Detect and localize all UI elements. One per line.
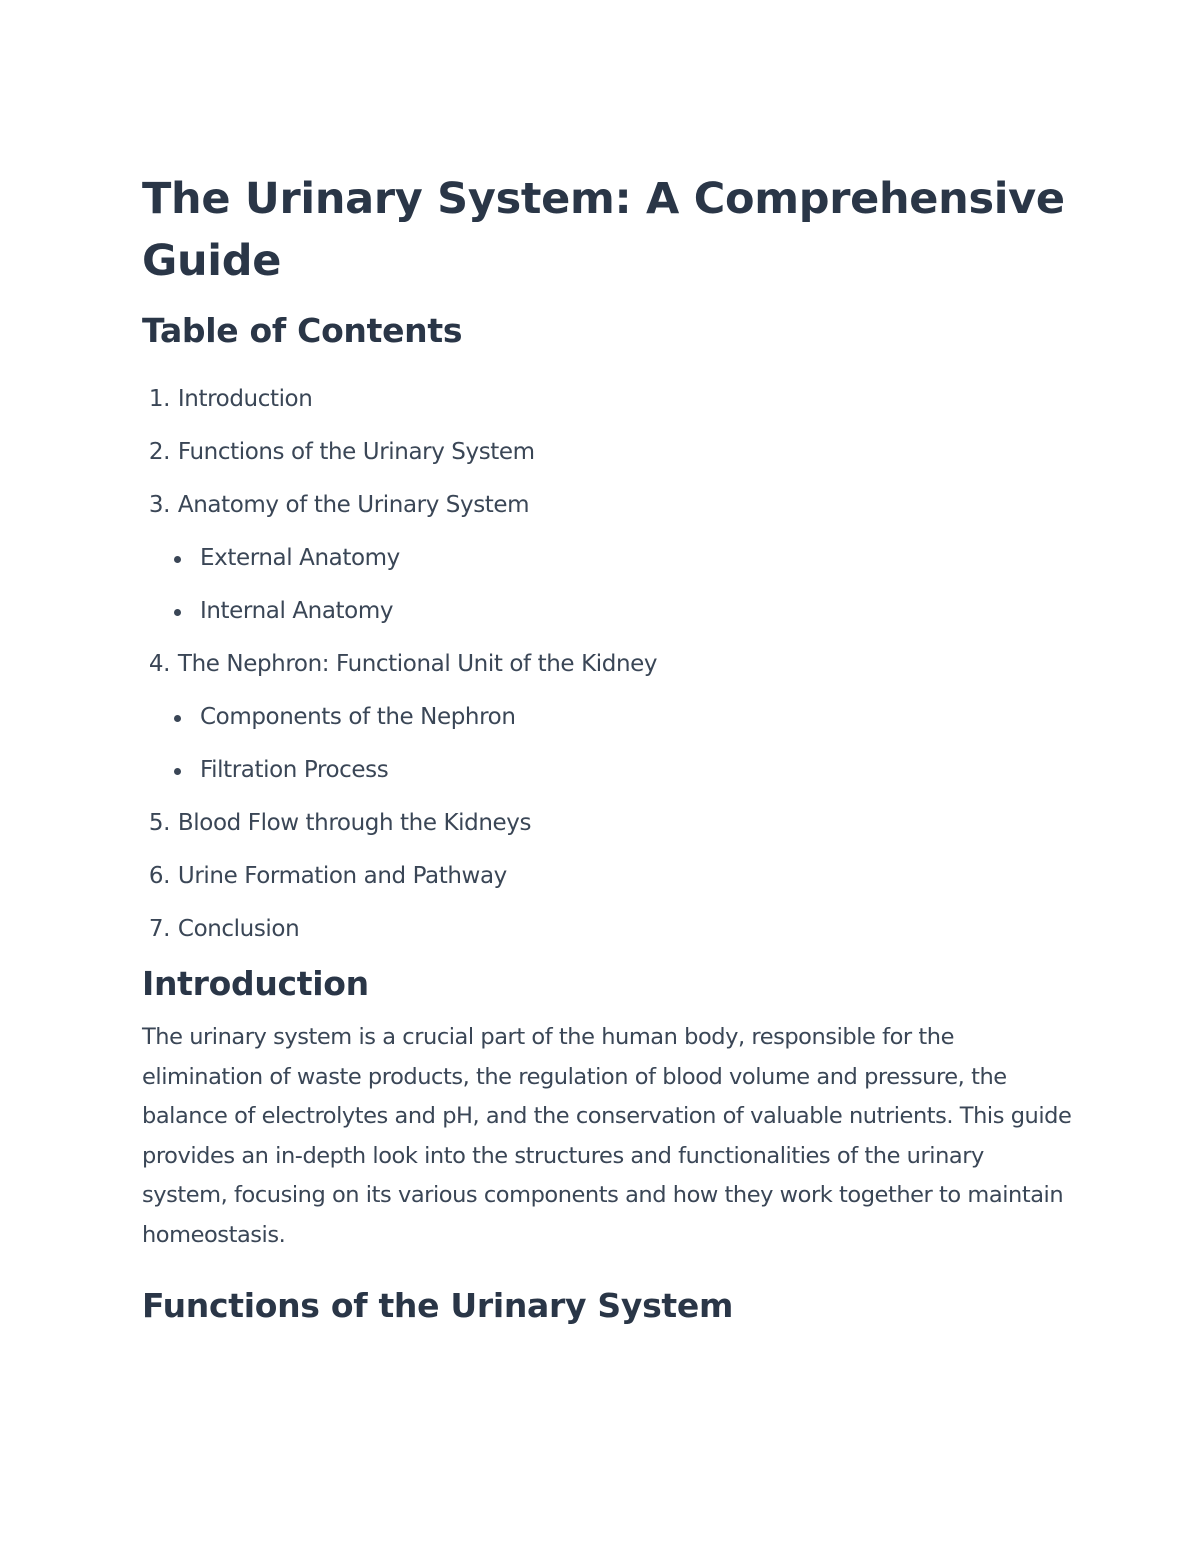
toc-item-label: Blood Flow through the Kidneys <box>177 810 532 836</box>
bullet-icon <box>174 556 181 563</box>
toc-item-number: 5. <box>148 810 170 836</box>
introduction-paragraph: The urinary system is a crucial part of the human body, responsible for the elimination of waste products, the regulation of blood volume and pressure, the balance of electrolytes and pH, and the conservation of valuable nutrients. This guide provides an in-depth look into the structures and functionalities of the urinary system, focusing on its various components and how they work together to maintain homeostasis. <box>142 1024 1072 1248</box>
introduction-heading: Introduction <box>142 964 369 1003</box>
toc-item <box>142 479 1072 638</box>
toc-subitem-label: Filtration Process <box>200 757 389 783</box>
toc-heading: Table of Contents <box>142 311 463 350</box>
toc-item <box>142 638 1072 797</box>
toc-item <box>142 850 1072 903</box>
toc-item-label: Conclusion <box>177 916 300 942</box>
bullet-icon <box>174 768 181 775</box>
toc-subitem <box>142 691 1072 744</box>
toc-item-number: 3. <box>148 492 170 518</box>
toc-item-label: Urine Formation and Pathway <box>177 863 507 889</box>
toc-item-number: 4. <box>148 651 170 677</box>
toc-item-number: 7. <box>148 916 170 942</box>
toc-sublist <box>142 691 1072 797</box>
table-of-contents <box>142 373 1072 956</box>
toc-item <box>142 373 1072 426</box>
toc-subitem <box>142 532 1072 585</box>
toc-item-label: Functions of the Urinary System <box>177 439 535 465</box>
toc-subitem-label: Components of the Nephron <box>200 704 516 730</box>
toc-item <box>142 797 1072 850</box>
toc-item-number: 1. <box>148 386 170 412</box>
toc-item-label: Anatomy of the Urinary System <box>177 492 530 518</box>
functions-heading: Functions of the Urinary System <box>142 1285 734 1325</box>
toc-item-label: Introduction <box>177 386 313 412</box>
toc-subitem-label: External Anatomy <box>200 545 400 571</box>
toc-item <box>142 903 1072 956</box>
document-page <box>142 168 1072 1328</box>
bullet-icon <box>174 715 181 722</box>
bullet-icon <box>174 609 181 616</box>
toc-item-number: 6. <box>148 863 170 889</box>
toc-item-label: The Nephron: Functional Unit of the Kidney <box>177 651 658 677</box>
toc-item <box>142 426 1072 479</box>
toc-subitem-label: Internal Anatomy <box>200 598 394 624</box>
toc-item-number: 2. <box>148 439 170 465</box>
toc-sublist <box>142 532 1072 638</box>
document-title: The Urinary System: A Comprehensive Guide <box>142 174 1065 286</box>
toc-subitem <box>142 744 1072 797</box>
toc-subitem <box>142 585 1072 638</box>
